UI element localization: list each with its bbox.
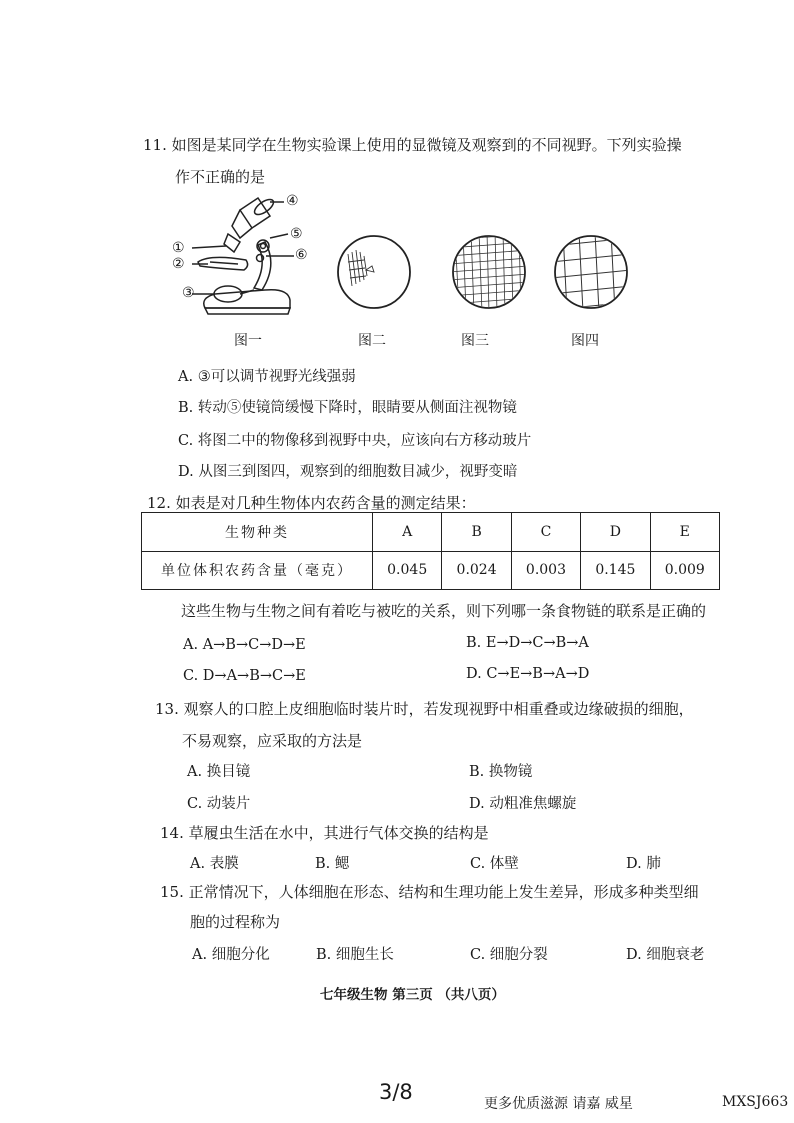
label-2: ② [172,256,185,272]
q14-option-b[interactable]: B. 鳃 [315,856,350,872]
q15-option-d[interactable]: D. 细胞衰老 [626,947,705,963]
q15-option-a[interactable]: A. 细胞分化 [192,947,270,963]
q11-option-c[interactable]: C. 将图二中的物像移到视野中央，应该向右方移动玻片 [178,433,532,449]
table-cell: 0.024 [442,551,511,590]
field-of-view-2 [334,232,414,312]
q13-stem-line2: 不易观察，应采取的方法是 [182,732,363,750]
label-6: ⑥ [295,247,308,263]
q15-stem-line1: 15. 正常情况下，人体细胞在形态、结构和生理功能上发生差异，形成多种类型细 [160,883,699,901]
q12-question: 这些生物与生物之间有着吃与被吃的关系，则下列哪一条食物链的联系是正确的 [181,602,707,620]
table-cell: 0.003 [511,551,580,590]
q14-stem: 14. 草履虫生活在水中，其进行气体交换的结构是 [160,824,489,842]
table-row2-label: 单位体积农药含量（毫克） [142,551,373,590]
table-row [142,551,720,590]
table-cell: 0.145 [581,551,650,590]
table-col-header: C [511,513,580,552]
field-of-view-4 [551,232,631,312]
q12-option-a[interactable]: A. A→B→C→D→E [183,637,306,653]
caption-fig4: 图四 [571,333,599,349]
table-col-header: B [442,513,511,552]
q13-stem-line1: 13. 观察人的口腔上皮细胞临时装片时，若发现视野中相重叠或边缘破损的细胞， [155,700,694,718]
q13-option-d[interactable]: D. 动粗准焦螺旋 [469,796,577,812]
table-row1-label: 生物种类 [142,513,373,552]
q11-option-a[interactable]: A. ③可以调节视野光线强弱 [178,369,356,385]
q15-stem-line2: 胞的过程称为 [190,913,281,931]
q12-stem: 12. 如表是对几种生物体内农药含量的测定结果： [147,494,476,512]
q11-stem-line1: 11. 如图是某同学在生物实验课上使用的显微镜及观察到的不同视野。下列实验操 [143,136,682,154]
table-col-header: E [650,513,719,552]
q14-option-c[interactable]: C. 体壁 [470,856,519,872]
q12-option-c[interactable]: C. D→A→B→C→E [183,668,306,684]
caption-fig2: 图二 [358,333,386,349]
doc-code: MXSJ663 [722,1094,789,1110]
table-cell: 0.009 [650,551,719,590]
q15-option-c[interactable]: C. 细胞分裂 [470,947,548,963]
q13-option-b[interactable]: B. 换物镜 [469,764,533,780]
table-col-header: D [581,513,650,552]
q14-option-d[interactable]: D. 肺 [626,856,661,872]
q15-option-b[interactable]: B. 细胞生长 [316,947,394,963]
q11-option-b[interactable]: B. 转动⑤使镜筒缓慢下降时，眼睛要从侧面注视物镜 [178,400,517,416]
pesticide-table [141,512,720,590]
q12-option-b[interactable]: B. E→D→C→B→A [466,635,589,651]
q11-stem-line2: 作不正确的是 [175,168,266,186]
q13-option-c[interactable]: C. 动装片 [187,796,251,812]
table-row [142,513,720,552]
table-cell: 0.045 [373,551,442,590]
label-1: ① [172,240,185,256]
label-5: ⑤ [290,226,303,242]
caption-fig1: 图一 [234,333,262,349]
promo-text: 更多优质滋源 请嘉 威星 [484,1096,633,1112]
q11-option-d[interactable]: D. 从图三到图四，观察到的细胞数目减少，视野变暗 [178,464,518,480]
label-3: ③ [182,285,195,301]
label-4: ④ [286,193,299,209]
q14-option-a[interactable]: A. 表膜 [190,856,239,872]
page-number: 3/8 [379,1080,413,1104]
field-of-view-3 [449,232,529,312]
q12-option-d[interactable]: D. C→E→B→A→D [466,666,590,682]
page-footer: 七年级生物 第三页 （共八页） [320,987,505,1003]
q13-option-a[interactable]: A. 换目镜 [187,764,251,780]
table-col-header: A [373,513,442,552]
caption-fig3: 图三 [461,333,489,349]
